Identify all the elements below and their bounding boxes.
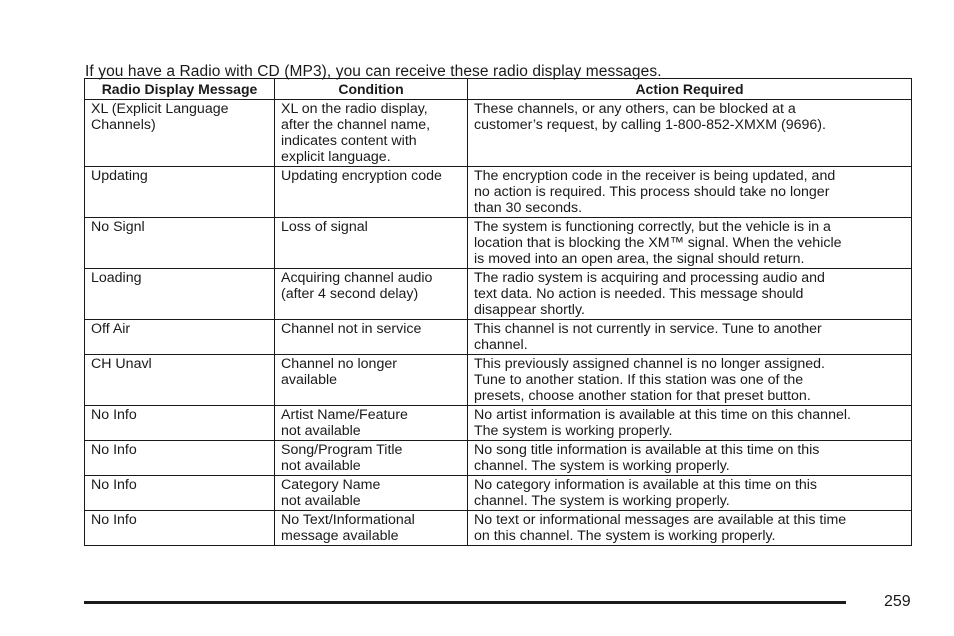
- header-action: Action Required: [468, 79, 912, 100]
- footer-rule: [84, 601, 846, 604]
- table-row: [85, 100, 912, 167]
- header-message: Radio Display Message: [85, 79, 275, 100]
- cell-condition: Channel no longer available: [275, 355, 468, 406]
- cell-message: XL (Explicit Language Channels): [85, 100, 275, 167]
- cell-message: Updating: [85, 167, 275, 218]
- table-row: [85, 476, 912, 511]
- cell-action: The system is functioning correctly, but the vehicle is in a location that is blocking the XM™ signal. When the vehicle is moved into an open area, the signal should return.: [468, 218, 912, 269]
- cell-action: No song title information is available at this time on this channel. The system is working properly.: [468, 441, 912, 476]
- cell-condition: Updating encryption code: [275, 167, 468, 218]
- table-body: [85, 100, 912, 546]
- cell-condition: Artist Name/Feature not available: [275, 406, 468, 441]
- cell-condition: Loss of signal: [275, 218, 468, 269]
- cell-message: No Info: [85, 511, 275, 546]
- table-row: [85, 441, 912, 476]
- cell-condition: XL on the radio display, after the channel name, indicates content with explicit language.: [275, 100, 468, 167]
- cell-action: No artist information is available at this time on this channel. The system is working properly.: [468, 406, 912, 441]
- cell-message: CH Unavl: [85, 355, 275, 406]
- cell-action: These channels, or any others, can be blocked at a customer’s request, by calling 1-800-852-XMXM (9696).: [468, 100, 912, 167]
- cell-message: Loading: [85, 269, 275, 320]
- table-row: [85, 406, 912, 441]
- cell-action: This previously assigned channel is no longer assigned. Tune to another station. If this station was one of the presets, choose another station for that preset button.: [468, 355, 912, 406]
- radio-messages-table: [84, 78, 912, 546]
- cell-condition: Category Name not available: [275, 476, 468, 511]
- table-header-row: [85, 79, 912, 100]
- cell-message: No Info: [85, 441, 275, 476]
- cell-action: This channel is not currently in service. Tune to another channel.: [468, 320, 912, 355]
- cell-condition: Acquiring channel audio (after 4 second delay): [275, 269, 468, 320]
- table-row: [85, 320, 912, 355]
- table-row: [85, 355, 912, 406]
- cell-condition: Channel not in service: [275, 320, 468, 355]
- cell-condition: No Text/Informational message available: [275, 511, 468, 546]
- cell-action: No category information is available at this time on this channel. The system is working properly.: [468, 476, 912, 511]
- intro-text: If you have a Radio with CD (MP3), you can receive these radio display messages.: [85, 62, 662, 80]
- header-condition: Condition: [275, 79, 468, 100]
- page-number: 259: [884, 593, 911, 610]
- cell-message: No Info: [85, 476, 275, 511]
- cell-message: Off Air: [85, 320, 275, 355]
- table-row: [85, 218, 912, 269]
- cell-message: No Signl: [85, 218, 275, 269]
- cell-action: The encryption code in the receiver is being updated, and no action is required. This process should take no longer than 30 seconds.: [468, 167, 912, 218]
- table-row: [85, 269, 912, 320]
- cell-action: The radio system is acquiring and processing audio and text data. No action is needed. This message should disappear shortly.: [468, 269, 912, 320]
- cell-condition: Song/Program Title not available: [275, 441, 468, 476]
- table-row: [85, 167, 912, 218]
- cell-message: No Info: [85, 406, 275, 441]
- table-row: [85, 511, 912, 546]
- cell-action: No text or informational messages are available at this time on this channel. The system is working properly.: [468, 511, 912, 546]
